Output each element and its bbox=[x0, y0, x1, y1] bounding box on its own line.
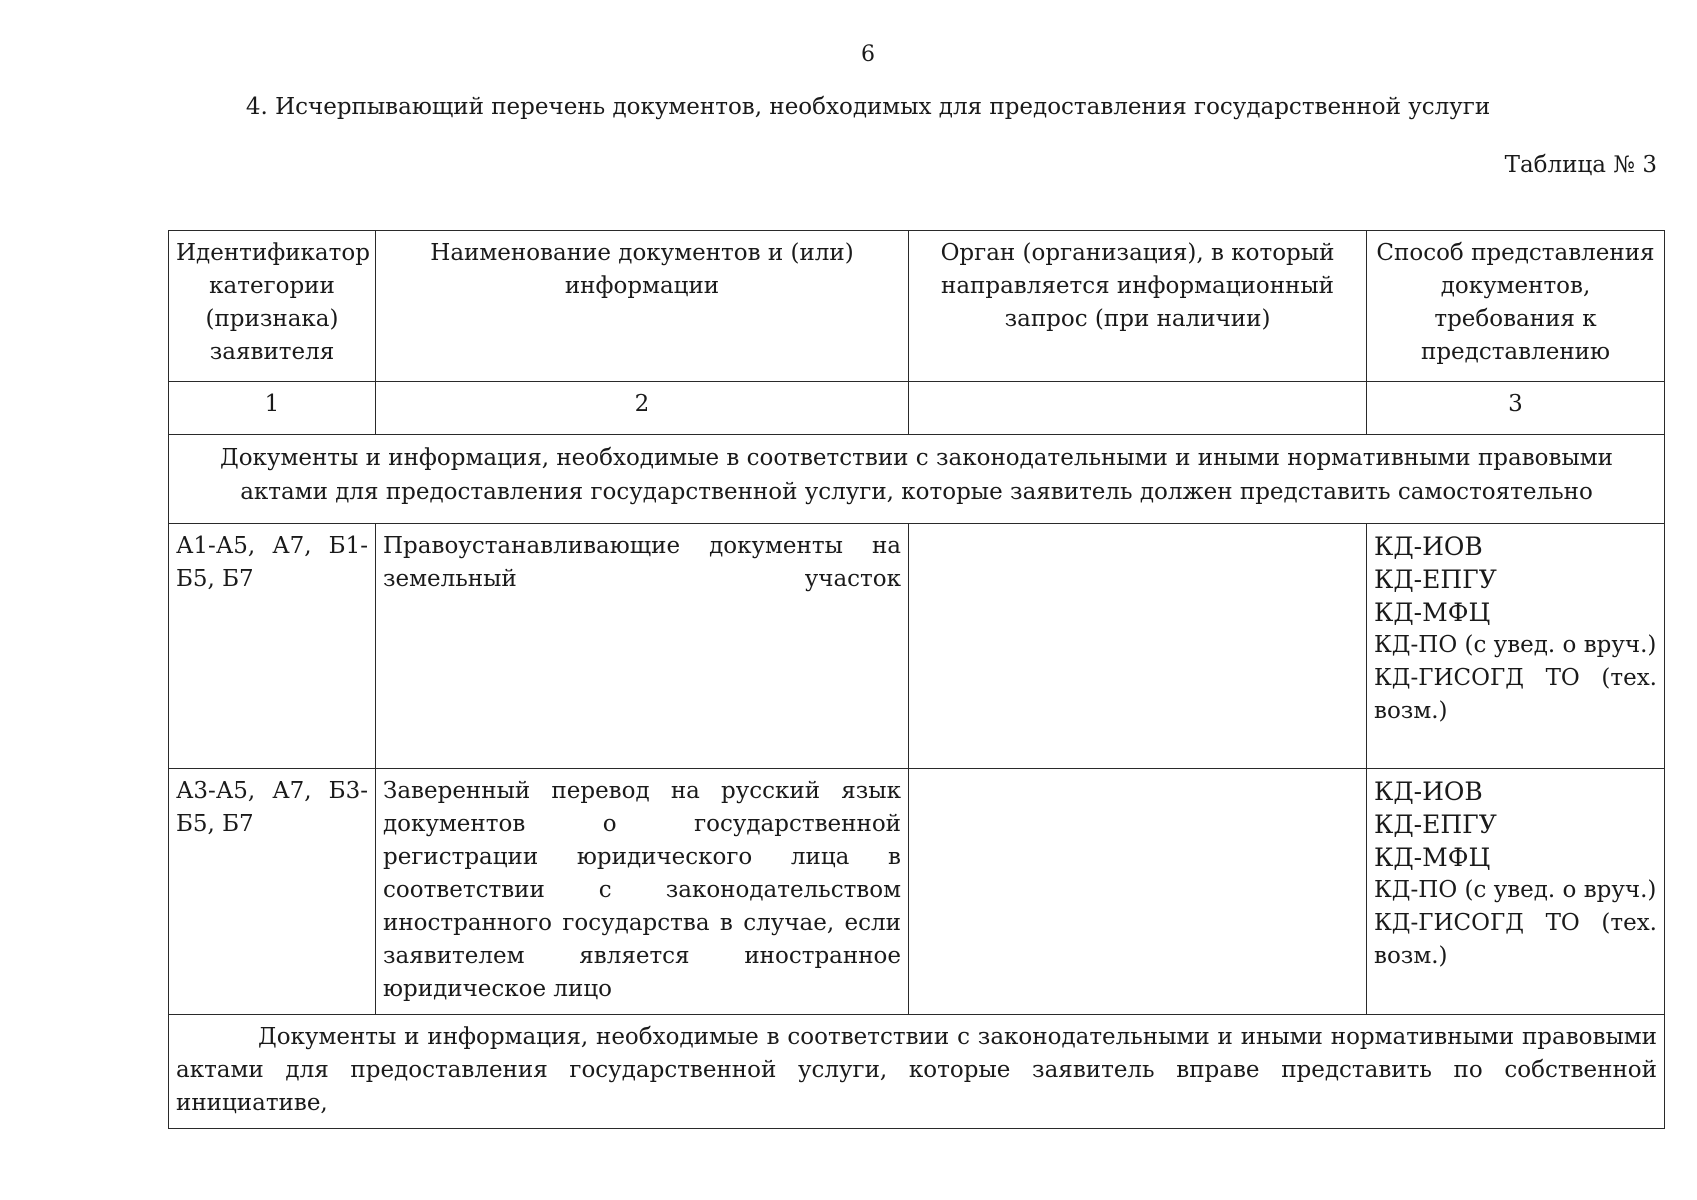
row-organ bbox=[909, 769, 1367, 1015]
section-row bbox=[169, 1015, 1665, 1129]
column-number: 1 bbox=[169, 382, 376, 435]
method-item: КД-ГИСОГД ТО (тех. возм.) bbox=[1374, 910, 1657, 969]
table-header-row bbox=[169, 231, 1665, 382]
table-row bbox=[169, 769, 1665, 1015]
row-category: А3-А5, А7, Б3-Б5, Б7 bbox=[169, 769, 376, 1015]
method-item: КД-ЕПГУ bbox=[1374, 565, 1497, 594]
documents-table bbox=[168, 230, 1665, 1129]
header-document: Наименование документов и (или) информации bbox=[376, 231, 909, 382]
method-item: КД-МФЦ bbox=[1374, 843, 1491, 872]
column-number bbox=[909, 382, 1367, 435]
method-item: КД-ГИСОГД ТО (тех. возм.) bbox=[1374, 665, 1657, 724]
method-item: КД-МФЦ bbox=[1374, 598, 1491, 627]
method-item: КД-ЕПГУ bbox=[1374, 810, 1497, 839]
method-item: КД-ИОВ bbox=[1374, 777, 1483, 806]
row-document-text: Правоустанавливающие документы на земельный участок bbox=[383, 533, 901, 592]
section-heading-optional: Документы и информация, необходимые в соответствии с законодательными и иными нормативными правовыми актами для предоставления государственной услуги, которые заявитель вправе представить по собственной инициативе, bbox=[169, 1015, 1665, 1129]
row-organ bbox=[909, 524, 1367, 769]
header-method: Способ представления документов, требования к представлению bbox=[1367, 231, 1665, 382]
table-row bbox=[169, 524, 1665, 769]
method-item: КД-ПО (с увед. о вруч.) bbox=[1374, 632, 1657, 658]
column-number-row bbox=[169, 382, 1665, 435]
method-item: КД-ПО (с увед. о вруч.) bbox=[1374, 877, 1657, 903]
header-category: Идентификатор категории (признака) заявителя bbox=[169, 231, 376, 382]
table-caption: Таблица № 3 bbox=[1504, 152, 1657, 178]
row-document bbox=[376, 524, 909, 769]
section-title: 4. Исчерпывающий перечень документов, необходимых для предоставления государственной услуги bbox=[245, 94, 1491, 120]
column-number: 2 bbox=[376, 382, 909, 435]
section-heading-mandatory: Документы и информация, необходимые в соответствии с законодательными и иными нормативными правовыми актами для предоставления государственной услуги, которые заявитель должен представить самостоятельно bbox=[169, 435, 1665, 524]
row-document: Заверенный перевод на русский язык документов о государственной регистрации юридического лица в соответствии с законодательством иностранного государства в случае, если заявителем является иностранное юридическое лицо bbox=[376, 769, 909, 1015]
row-category: А1-А5, А7, Б1-Б5, Б7 bbox=[169, 524, 376, 769]
section-row bbox=[169, 435, 1665, 524]
row-methods bbox=[1367, 769, 1665, 1015]
column-number: 3 bbox=[1367, 382, 1665, 435]
header-organ: Орган (организация), в который направляется информационный запрос (при наличии) bbox=[909, 231, 1367, 382]
method-item: КД-ИОВ bbox=[1374, 532, 1483, 561]
page-number: 6 bbox=[861, 42, 875, 67]
row-methods bbox=[1367, 524, 1665, 769]
